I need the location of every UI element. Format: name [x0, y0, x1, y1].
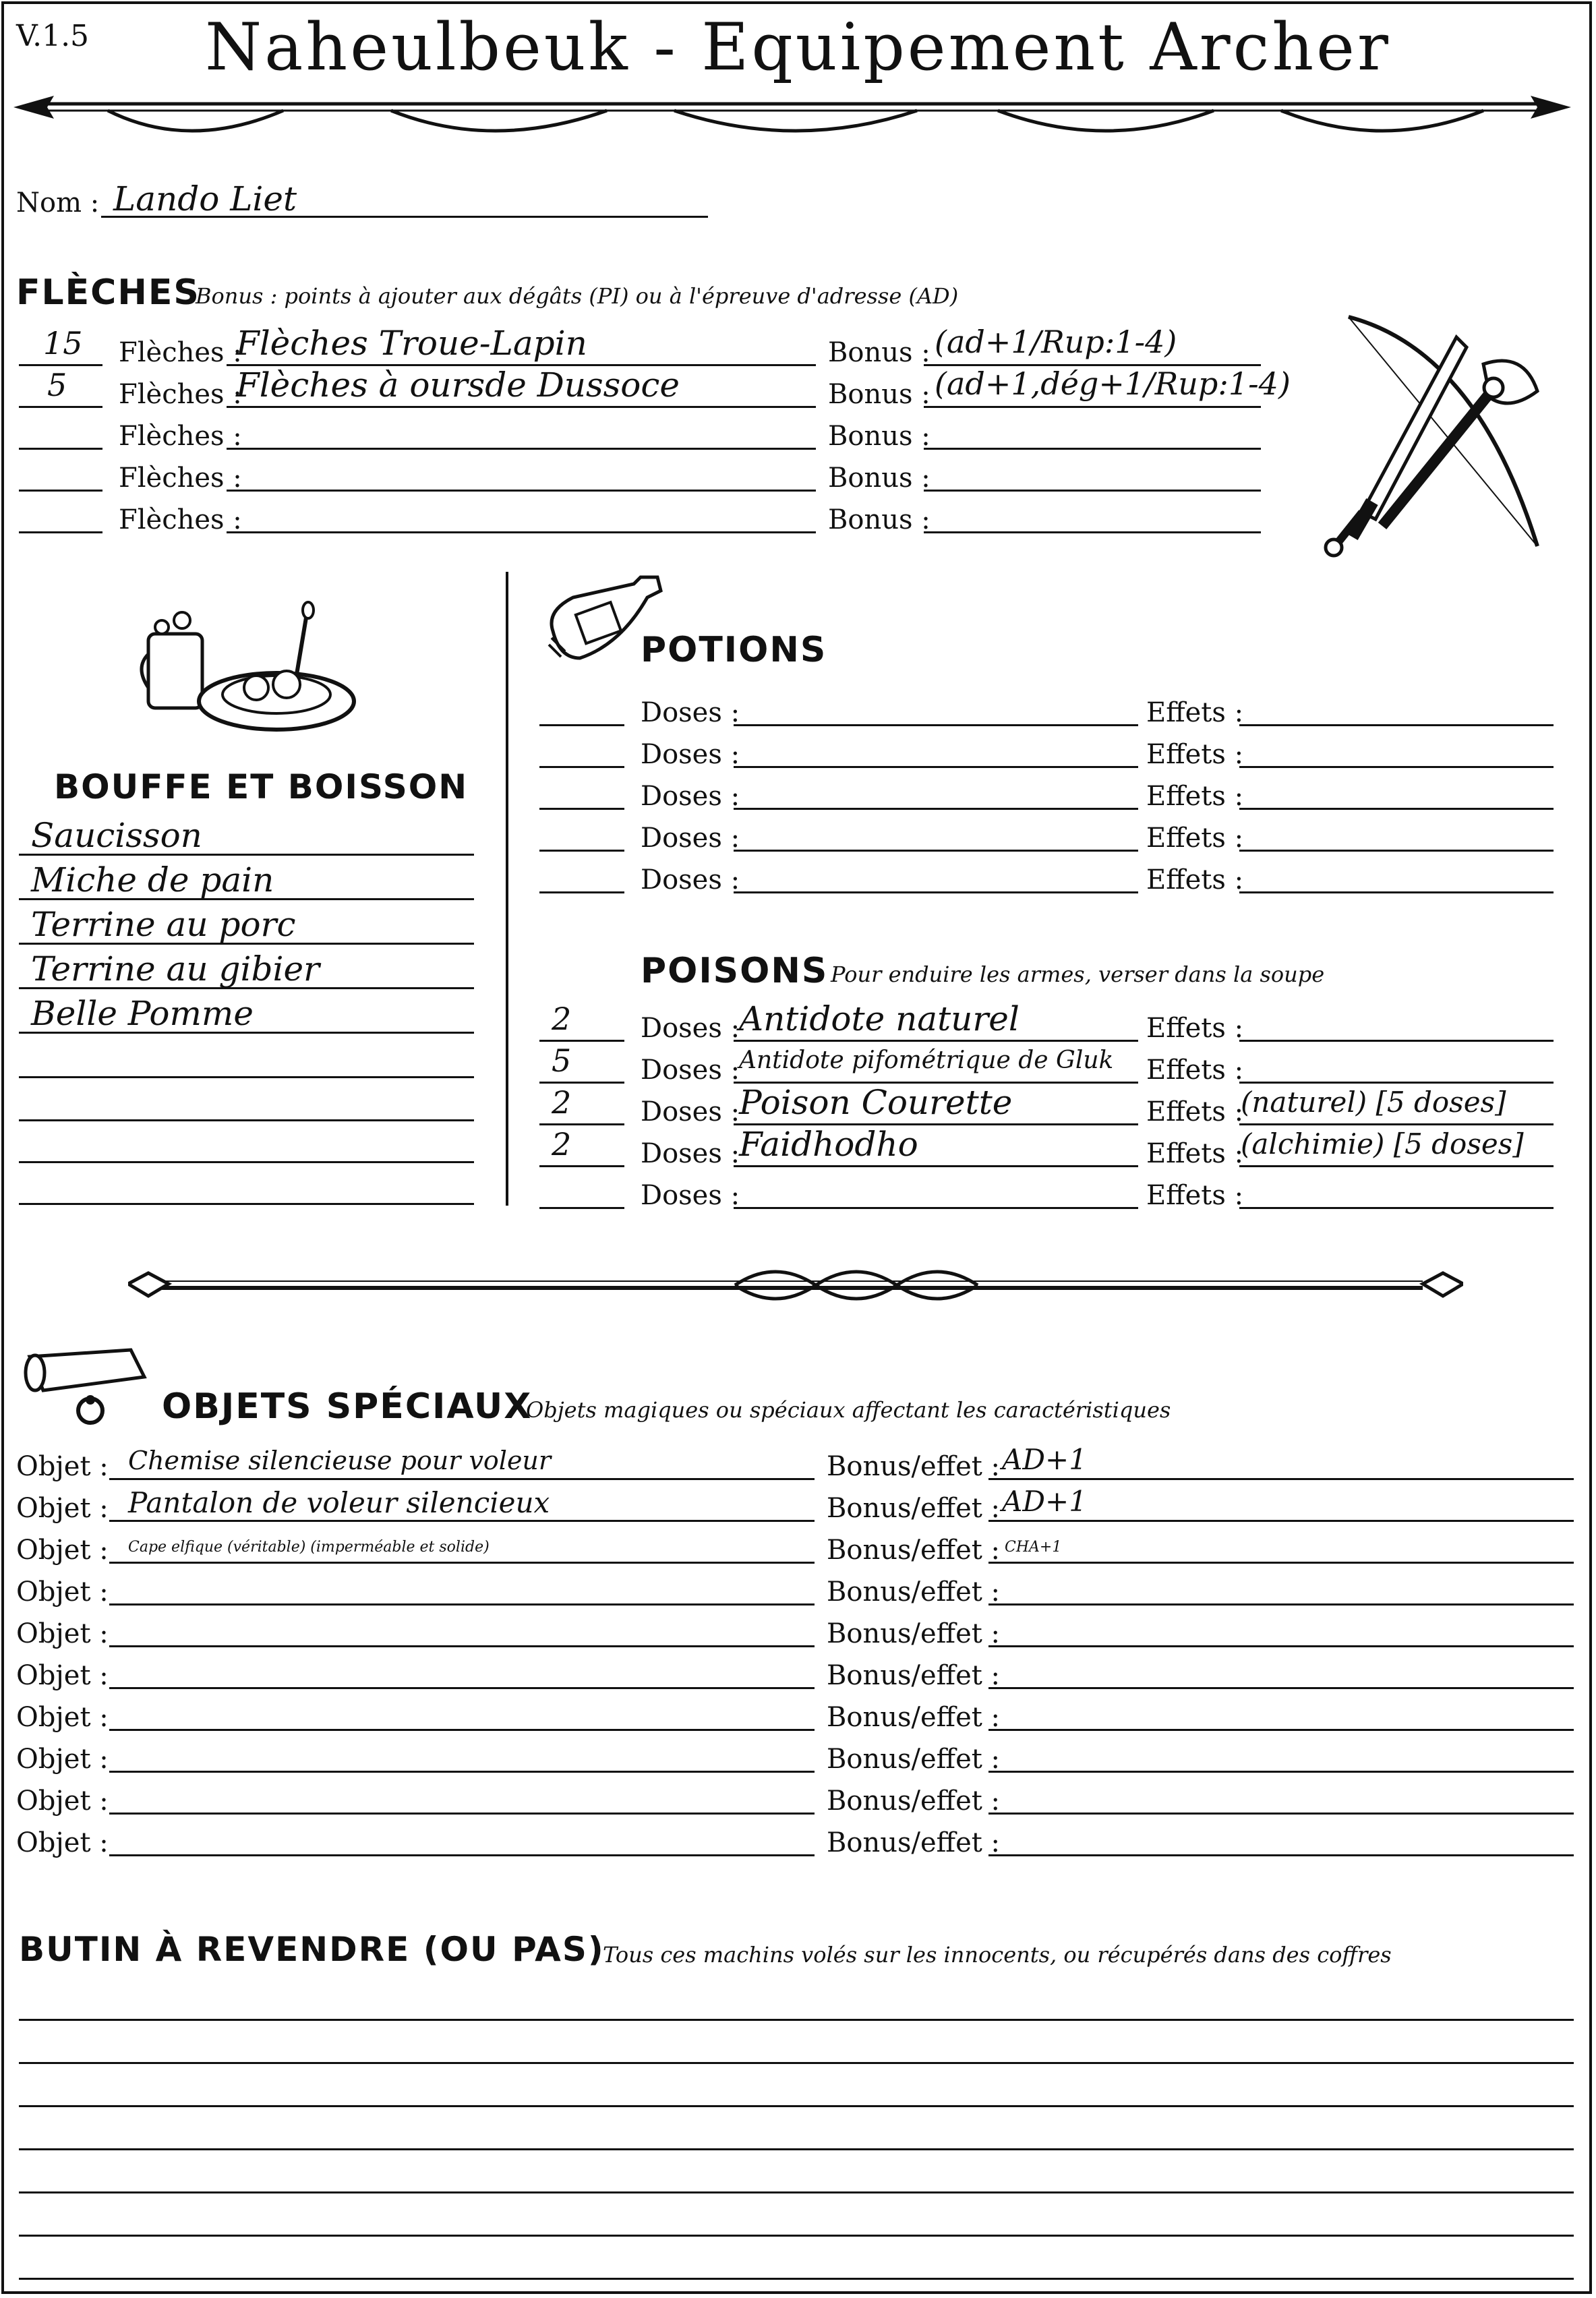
column-divider [506, 572, 508, 1206]
objet-bonus-field[interactable] [988, 1653, 1574, 1689]
arrow-divider-icon [13, 88, 1571, 148]
crossed-weapons-icon [1322, 310, 1571, 560]
objet-name: Chemise silencieuse pour voleur [128, 1446, 552, 1475]
objet-bonus-label: Bonus/effet : [827, 1577, 1001, 1608]
fleches-bonus-label: Bonus : [828, 379, 930, 410]
objet-name-field[interactable] [109, 1612, 815, 1647]
objets-subtitle: Objets magiques ou spéciaux affectant les caractéristiques [526, 1397, 1171, 1423]
nom-value: Lando Liet [113, 179, 297, 218]
fleches-subtitle: Bonus : points à ajouter aux dégâts (PI) ou à l'épreuve d'adresse (AD) [196, 283, 959, 309]
objet-label: Objet : [16, 1493, 109, 1524]
poison-effet-field[interactable] [1239, 1049, 1554, 1084]
potion-effet-field[interactable] [1239, 817, 1554, 852]
potion-doses-label: Doses : [641, 697, 740, 728]
potion-qty-field[interactable] [539, 692, 624, 726]
objet-label: Objet : [16, 1786, 109, 1817]
potion-effets-label: Effets : [1146, 823, 1244, 854]
potion-qty-field[interactable] [539, 775, 624, 810]
food-plate-icon [135, 600, 357, 735]
poison-effets-label: Effets : [1146, 1055, 1244, 1086]
objet-bonus-label: Bonus/effet : [827, 1618, 1001, 1649]
objet-label: Objet : [16, 1744, 109, 1775]
fleches-bonus-field[interactable] [924, 457, 1261, 492]
butin-heading: BUTIN À REVENDRE (OU PAS) [19, 1930, 605, 1969]
potion-effets-label: Effets : [1146, 739, 1244, 770]
fleches-bonus-label: Bonus : [828, 421, 930, 452]
bouffe-item: Saucisson [31, 816, 202, 855]
objet-bonus-field[interactable] [988, 1695, 1574, 1731]
objet-bonus-field[interactable] [988, 1528, 1574, 1564]
butin-subtitle: Tous ces machins volés sur les innocents, ou récupérés dans des coffres [603, 1942, 1392, 1968]
potions-heading: POTIONS [641, 630, 827, 670]
fleches-bonus-field[interactable] [924, 415, 1261, 450]
objet-bonus-label: Bonus/effet : [827, 1744, 1001, 1775]
poison-doses-label: Doses : [641, 1138, 740, 1169]
poison-effets-label: Effets : [1146, 1180, 1244, 1211]
potion-qty-field[interactable] [539, 859, 624, 893]
fleches-label: Flèches : [119, 421, 242, 452]
potion-name-field[interactable] [734, 775, 1138, 810]
bouffe-item: Belle Pomme [31, 994, 254, 1033]
poison-effet: (naturel) [5 doses] [1241, 1086, 1506, 1119]
objet-name: Cape elfique (véritable) (imperméable et solide) [128, 1539, 490, 1556]
objet-bonus-label: Bonus/effet : [827, 1451, 1001, 1482]
potion-effet-field[interactable] [1239, 692, 1554, 726]
objet-bonus-field[interactable] [988, 1821, 1574, 1856]
bouffe-item-field[interactable] [19, 1042, 474, 1078]
scroll-ring-icon [16, 1343, 158, 1431]
potion-effet-field[interactable] [1239, 734, 1554, 768]
fleches-qty-field[interactable] [19, 499, 102, 533]
objet-label: Objet : [16, 1660, 109, 1691]
staff-divider-icon [128, 1261, 1463, 1308]
objets-heading: OBJETS SPÉCIAUX [162, 1386, 533, 1427]
objet-name-field[interactable] [109, 1737, 815, 1773]
poison-effet-field[interactable] [1239, 1175, 1554, 1209]
objet-name: Pantalon de voleur silencieux [128, 1486, 550, 1519]
potion-doses-label: Doses : [641, 781, 740, 812]
objet-label: Objet : [16, 1577, 109, 1608]
potion-effets-label: Effets : [1146, 697, 1244, 728]
butin-line[interactable] [19, 2162, 1574, 2193]
potion-qty-field[interactable] [539, 817, 624, 852]
fleches-bonus-label: Bonus : [828, 463, 930, 494]
butin-line[interactable] [19, 2119, 1574, 2150]
potion-doses-label: Doses : [641, 823, 740, 854]
fleches-bonus: (ad+1/Rup:1-4) [935, 324, 1177, 360]
poison-name-field[interactable] [734, 1175, 1138, 1209]
page-title: Naheulbeuk - Equipement Archer [205, 9, 1391, 85]
butin-line[interactable] [19, 2205, 1574, 2237]
objet-bonus-field[interactable] [988, 1570, 1574, 1605]
butin-line[interactable] [19, 2032, 1574, 2064]
fleches-bonus: (ad+1,dég+1/Rup:1-4) [935, 365, 1291, 402]
objet-bonus-label: Bonus/effet : [827, 1786, 1001, 1817]
fleches-heading: FLÈCHES [16, 272, 200, 313]
potion-name-field[interactable] [734, 734, 1138, 768]
potion-name-field[interactable] [734, 817, 1138, 852]
butin-line[interactable] [19, 1989, 1574, 2021]
objet-label: Objet : [16, 1827, 109, 1858]
potion-effets-label: Effets : [1146, 864, 1244, 895]
bouffe-item-field[interactable] [19, 1169, 474, 1205]
objet-label: Objet : [16, 1451, 109, 1482]
objet-name-field[interactable] [109, 1570, 815, 1605]
potion-qty-field[interactable] [539, 734, 624, 768]
fleches-qty-field[interactable] [19, 415, 102, 450]
fleches-label: Flèches : [119, 379, 242, 410]
poison-doses-label: Doses : [641, 1013, 740, 1044]
objet-bonus: AD+1 [1002, 1485, 1087, 1518]
objet-name-field[interactable] [109, 1821, 815, 1856]
butin-line[interactable] [19, 2075, 1574, 2107]
objet-bonus-label: Bonus/effet : [827, 1827, 1001, 1858]
objet-name-field[interactable] [109, 1653, 815, 1689]
poison-effet: (alchimie) [5 doses] [1241, 1127, 1524, 1160]
fleches-label: Flèches : [119, 337, 242, 368]
fleches-qty-field[interactable] [19, 457, 102, 492]
potion-name-field[interactable] [734, 692, 1138, 726]
objet-bonus-label: Bonus/effet : [827, 1702, 1001, 1733]
poison-effets-label: Effets : [1146, 1096, 1244, 1127]
fleches-name: Flèches Troue-Lapin [236, 324, 587, 363]
poison-doses-label: Doses : [641, 1180, 740, 1211]
potion-effets-label: Effets : [1146, 781, 1244, 812]
bouffe-item: Miche de pain [31, 860, 274, 900]
poison-qty: 2 [552, 1126, 572, 1162]
objet-bonus-label: Bonus/effet : [827, 1493, 1001, 1524]
poison-effets-label: Effets : [1146, 1013, 1244, 1044]
fleches-name-field[interactable] [227, 499, 816, 533]
potion-name-field[interactable] [734, 859, 1138, 893]
fleches-label: Flèches : [119, 504, 242, 535]
potion-effet-field[interactable] [1239, 775, 1554, 810]
bouffe-item: Terrine au gibier [31, 949, 320, 989]
poison-name: Faidhodho [739, 1125, 918, 1164]
butin-line[interactable] [19, 2248, 1574, 2280]
objet-bonus: CHA+1 [1005, 1539, 1062, 1556]
fleches-bonus-field[interactable] [924, 499, 1261, 533]
objet-bonus: AD+1 [1002, 1443, 1087, 1476]
bouffe-item-field[interactable] [19, 1127, 474, 1163]
poison-qty: 2 [552, 1001, 572, 1037]
poisons-subtitle: Pour enduire les armes, verser dans la soupe [831, 962, 1325, 987]
fleches-label: Flèches : [119, 463, 242, 494]
poison-qty: 2 [552, 1084, 572, 1121]
objet-label: Objet : [16, 1535, 109, 1566]
objet-name-field[interactable] [109, 1695, 815, 1731]
poison-name: Antidote pifométrique de Gluk [739, 1047, 1114, 1074]
objet-bonus-field[interactable] [988, 1737, 1574, 1773]
fleches-name-field[interactable] [227, 457, 816, 492]
potion-doses-label: Doses : [641, 739, 740, 770]
bouffe-item: Terrine au porc [31, 905, 296, 944]
fleches-name: Flèches à oursde Dussoce [236, 365, 680, 405]
poison-qty: 5 [552, 1042, 572, 1079]
fleches-bonus-label: Bonus : [828, 504, 930, 535]
objet-bonus-label: Bonus/effet : [827, 1535, 1001, 1566]
poison-effets-label: Effets : [1146, 1138, 1244, 1169]
objet-name-field[interactable] [109, 1779, 815, 1815]
nom-label: Nom : [16, 187, 100, 218]
objet-bonus-field[interactable] [988, 1612, 1574, 1647]
poison-doses-label: Doses : [641, 1055, 740, 1086]
bouffe-heading: BOUFFE ET BOISSON [54, 767, 469, 806]
potion-effet-field[interactable] [1239, 859, 1554, 893]
poison-doses-label: Doses : [641, 1096, 740, 1127]
fleches-bonus-label: Bonus : [828, 337, 930, 368]
poison-name: Poison Courette [739, 1083, 1013, 1122]
potion-doses-label: Doses : [641, 864, 740, 895]
fleches-qty: 15 [43, 325, 83, 361]
fleches-name-field[interactable] [227, 415, 816, 450]
fleches-qty: 5 [47, 367, 67, 403]
objet-bonus-label: Bonus/effet : [827, 1660, 1001, 1691]
objet-bonus-field[interactable] [988, 1779, 1574, 1815]
objet-label: Objet : [16, 1702, 109, 1733]
poison-qty-field[interactable] [539, 1175, 624, 1209]
poison-name: Antidote naturel [739, 999, 1019, 1038]
version-label: V.1.5 [16, 19, 90, 53]
bouffe-item-field[interactable] [19, 1086, 474, 1121]
poison-effet-field[interactable] [1239, 1007, 1554, 1042]
objet-label: Objet : [16, 1618, 109, 1649]
poisons-heading: POISONS [641, 951, 829, 991]
